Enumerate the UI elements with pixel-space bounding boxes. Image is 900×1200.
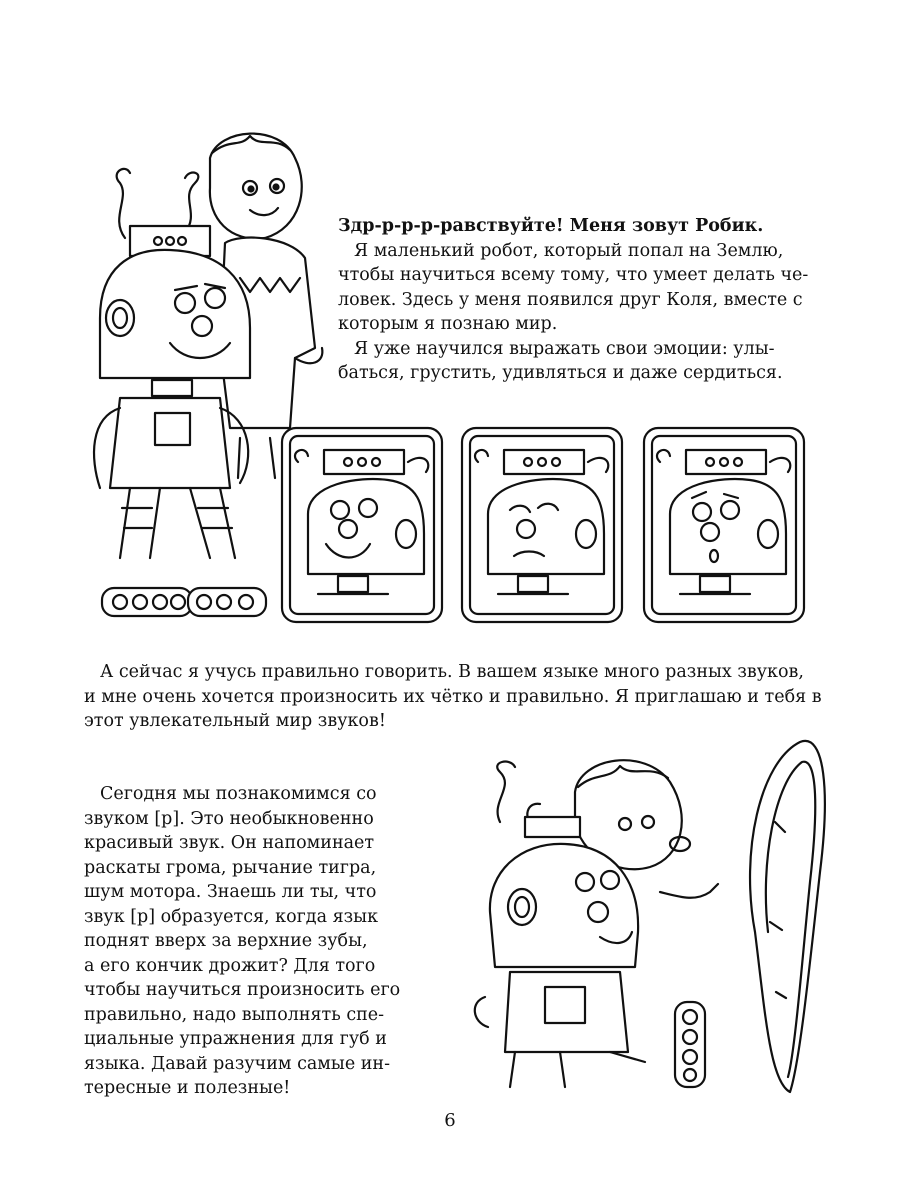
robot-mirror-illustration xyxy=(470,732,840,1102)
emotion-frame-smile xyxy=(278,424,446,626)
sound-r-line: красивый звук. Он напоминает xyxy=(84,833,375,853)
intro-line: Я уже научился выражать свои эмоции: улы- xyxy=(354,338,775,359)
intro-line: чтобы научиться всему тому, что умеет делать че- xyxy=(338,265,809,285)
intro-line: которым я познаю мир. xyxy=(338,314,558,334)
intro-line: Я маленький робот, который попал на Землю, xyxy=(354,240,784,261)
sound-r-line: звук [р] образуется, когда язык xyxy=(84,906,379,927)
sound-r-line: раскаты грома, рычание тигра, xyxy=(84,857,377,878)
middle-line: этот увлекательный мир звуков! xyxy=(84,711,386,731)
middle-line: и мне очень хочется произносить их чётко и правильно. Я приглашаю и тебя в xyxy=(84,686,822,707)
sound-r-line: поднят вверх за верхние зубы, xyxy=(84,931,368,951)
middle-line: А сейчас я учусь правильно говорить. В вашем языке много разных звуков, xyxy=(100,662,804,682)
emotion-frame-surprised xyxy=(640,424,808,626)
sound-r-line: тересные и полезные! xyxy=(84,1078,291,1098)
intro-line: баться, грустить, удивляться и даже сердиться. xyxy=(338,363,783,383)
intro-text xyxy=(338,214,828,386)
sound-r-line: языка. Давай разучим самые ин- xyxy=(84,1053,391,1074)
emotion-frame-sad xyxy=(458,424,626,626)
sound-r-line: Сегодня мы познакомимся со xyxy=(100,784,377,804)
sound-r-line: циальные упражнения для губ и xyxy=(84,1029,387,1049)
sound-r-line: звуком [р]. Это необыкновенно xyxy=(84,808,374,829)
intro-line: Здр-р-р-р-равствуйте! Меня зовут Робик. xyxy=(338,216,764,236)
sound-r-line: а его кончик дрожит? Для того xyxy=(84,955,376,976)
sound-r-line: правильно, надо выполнять спе- xyxy=(84,1004,385,1025)
sound-r-line: шум мотора. Знаешь ли ты, что xyxy=(84,882,377,902)
middle-paragraph xyxy=(84,660,824,734)
sound-r-paragraph xyxy=(84,782,414,1101)
intro-line: ловек. Здесь у меня появился друг Коля, вместе с xyxy=(338,289,803,310)
page-number: 6 xyxy=(444,1110,456,1131)
sound-r-line: чтобы научиться произносить его xyxy=(84,980,401,1000)
